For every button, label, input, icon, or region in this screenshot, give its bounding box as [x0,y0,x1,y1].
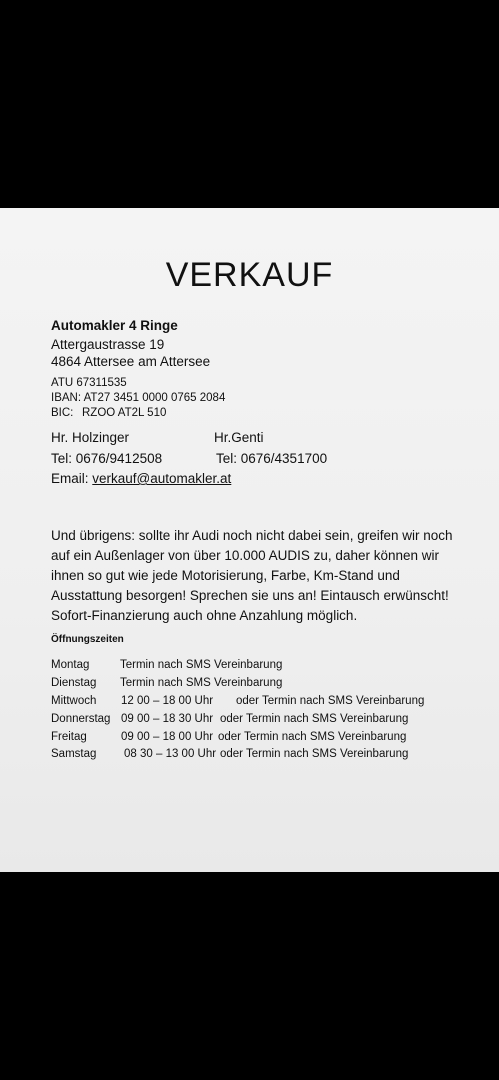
hours-day: Mittwoch [51,695,97,707]
contact-name-1: Hr. Holzinger [51,430,130,445]
hours-alt: oder Termin nach SMS Vereinbarung [220,748,409,760]
atu-number: ATU 67311535 [51,377,127,389]
info-paragraph [51,526,471,626]
hours-alt: oder Termin nach SMS Vereinbarung [218,731,407,743]
hours-day: Montag [51,659,90,671]
company-city: 4864 Attersee am Attersee [51,354,211,369]
email-label: Email: [51,471,89,486]
hours-day: Dienstag [51,677,97,689]
hours-time: 09 00 – 18 00 Uhr [121,731,214,743]
company-street: Attergaustrasse 19 [51,337,165,352]
hours-time: 08 30 – 13 00 Uhr [124,748,217,760]
hours-day: Freitag [51,731,87,743]
contact-tel-2: Tel: 0676/4351700 [216,451,328,466]
hours-time: 09 00 – 18 30 Uhr [121,713,214,725]
bic-label: BIC: [51,407,74,419]
bic-value: RZOO AT2L 510 [82,407,167,419]
email-line [51,471,231,486]
hours-heading: Öffnungszeiten [51,634,124,645]
contact-name-2: Hr.Genti [214,430,264,445]
hours-alt: oder Termin nach SMS Vereinbarung [236,695,425,707]
paragraph-line: Ausstattung besorgen! Sprechen sie uns an! Eintausch erwünscht! [51,588,449,603]
email-link[interactable]: verkauf@automakler.at [92,471,232,486]
paragraph-line: auf ein Außenlager von über 10.000 AUDIS zu, daher können wir [51,548,439,563]
paragraph-line: ihnen so gut wie jede Motorisierung, Farbe, Km-Stand und [51,568,400,583]
hours-alt: oder Termin nach SMS Vereinbarung [220,713,409,725]
paragraph-line: Sofort-Finanzierung auch ohne Anzahlung möglich. [51,608,358,623]
hours-day: Samstag [51,748,97,760]
page-title: VERKAUF [165,256,334,294]
company-name: Automakler 4 Ringe [51,318,178,333]
iban: IBAN: AT27 3451 0000 0765 2084 [51,392,226,404]
paragraph-line: Und übrigens: sollte ihr Audi noch nicht dabei sein, greifen wir noch [51,528,453,543]
contact-tel-1: Tel: 0676/9412508 [51,451,163,466]
document-page [0,208,499,872]
hours-day: Donnerstag [51,713,111,725]
hours-time: Termin nach SMS Vereinbarung [120,659,283,671]
hours-time: Termin nach SMS Vereinbarung [120,677,283,689]
hours-time: 12 00 – 18 00 Uhr [121,695,214,707]
